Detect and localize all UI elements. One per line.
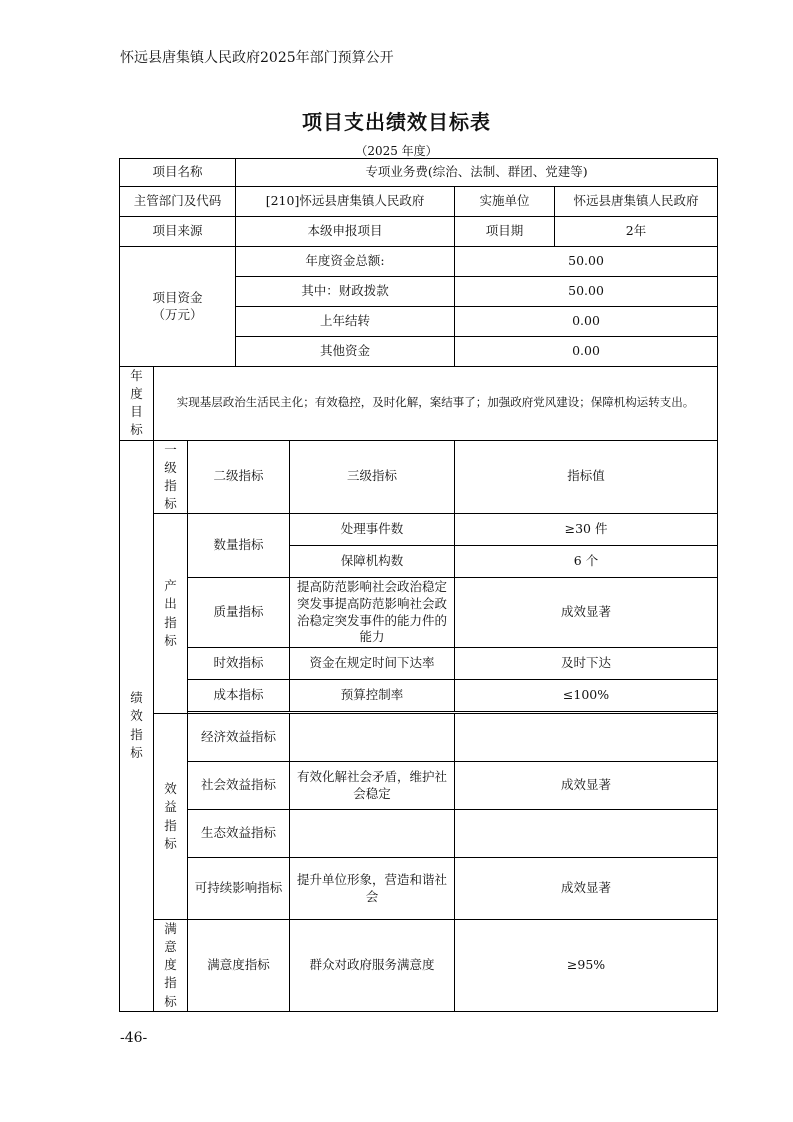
quality-name: 提高防范影响社会政治稳定突发事提高防范影响社会政治稳定突发事件的能力件的能力	[290, 578, 455, 648]
funds-fiscal-label: 其中：财政拨款	[236, 277, 455, 307]
social-value: 成效显著	[455, 762, 718, 810]
goal-label: 年度目标	[120, 367, 154, 441]
year-label: （2025 年度）	[355, 144, 438, 158]
dept-value: [210]怀远县唐集镇人民政府	[236, 187, 455, 217]
project-name-value: 专项业务费(综治、法制、群团、党建等)	[236, 159, 718, 187]
eco-label: 生态效益指标	[188, 810, 290, 858]
dept-label: 主管部门及代码	[120, 187, 236, 217]
quantity-value-2: 6 个	[455, 546, 718, 578]
funds-label-text: 项目资金	[152, 289, 203, 305]
quantity-value-1: ≥30 件	[455, 514, 718, 546]
social-label: 社会效益指标	[188, 762, 290, 810]
economic-name	[290, 714, 455, 762]
output-label: 产出指标	[154, 514, 188, 714]
header-value: 指标值	[455, 440, 718, 514]
benefit-label: 效益指标	[154, 714, 188, 920]
header-level2: 二级指标	[188, 440, 290, 514]
page-number: -46-	[120, 1030, 148, 1046]
satisfaction-name: 群众对政府服务满意度	[290, 920, 455, 1012]
quantity-name-2: 保障机构数	[290, 546, 455, 578]
timeliness-name: 资金在规定时间下达率	[290, 648, 455, 680]
source-value: 本级申报项目	[236, 217, 455, 247]
satisfaction-sub-label: 满意度指标	[188, 920, 290, 1012]
funds-label	[120, 247, 236, 367]
sustain-label: 可持续影响指标	[188, 858, 290, 920]
timeliness-label: 时效指标	[188, 648, 290, 680]
page-title: 项目支出绩效目标表	[302, 110, 491, 134]
impl-value: 怀远县唐集镇人民政府	[555, 187, 718, 217]
header-level1: 一级指标	[154, 440, 188, 514]
sustain-name: 提升单位形象，营造和谐社会	[290, 858, 455, 920]
source-label: 项目来源	[120, 217, 236, 247]
project-name-label: 项目名称	[120, 159, 236, 187]
quantity-name-1: 处理事件数	[290, 514, 455, 546]
goal-text: 实现基层政治生活民主化；有效稳控，及时化解，案结事了；加强政府党风建设；保障机构运转支出。	[154, 367, 718, 441]
cost-label: 成本指标	[188, 680, 290, 712]
funds-other-value: 0.00	[455, 337, 718, 367]
economic-label: 经济效益指标	[188, 714, 290, 762]
indicators-group-label: 绩效指标	[120, 440, 154, 1011]
funds-carryover-label: 上年结转	[236, 307, 455, 337]
header-level3: 三级指标	[290, 440, 455, 514]
economic-value	[455, 714, 718, 762]
timeliness-value: 及时下达	[455, 648, 718, 680]
funds-other-label: 其他资金	[236, 337, 455, 367]
page-header: 怀远县唐集镇人民政府2025年部门预算公开	[120, 50, 394, 66]
eco-name	[290, 810, 455, 858]
sustain-value: 成效显著	[455, 858, 718, 920]
funds-unit: （万元）	[152, 306, 203, 322]
social-name: 有效化解社会矛盾，维护社会稳定	[290, 762, 455, 810]
period-value: 2年	[555, 217, 718, 247]
funds-fiscal-value: 50.00	[455, 277, 718, 307]
funds-carryover-value: 0.00	[455, 307, 718, 337]
quality-label: 质量指标	[188, 578, 290, 648]
quantity-label: 数量指标	[188, 514, 290, 578]
satisfaction-label: 满意度指标	[154, 920, 188, 1012]
impl-label: 实施单位	[455, 187, 555, 217]
cost-name: 预算控制率	[290, 680, 455, 712]
period-label: 项目期	[455, 217, 555, 247]
satisfaction-value: ≥95%	[455, 920, 718, 1012]
performance-table	[119, 158, 718, 1012]
cost-value: ≤100%	[455, 680, 718, 712]
funds-total-label: 年度资金总额:	[236, 247, 455, 277]
eco-value	[455, 810, 718, 858]
quality-value: 成效显著	[455, 578, 718, 648]
funds-total-value: 50.00	[455, 247, 718, 277]
